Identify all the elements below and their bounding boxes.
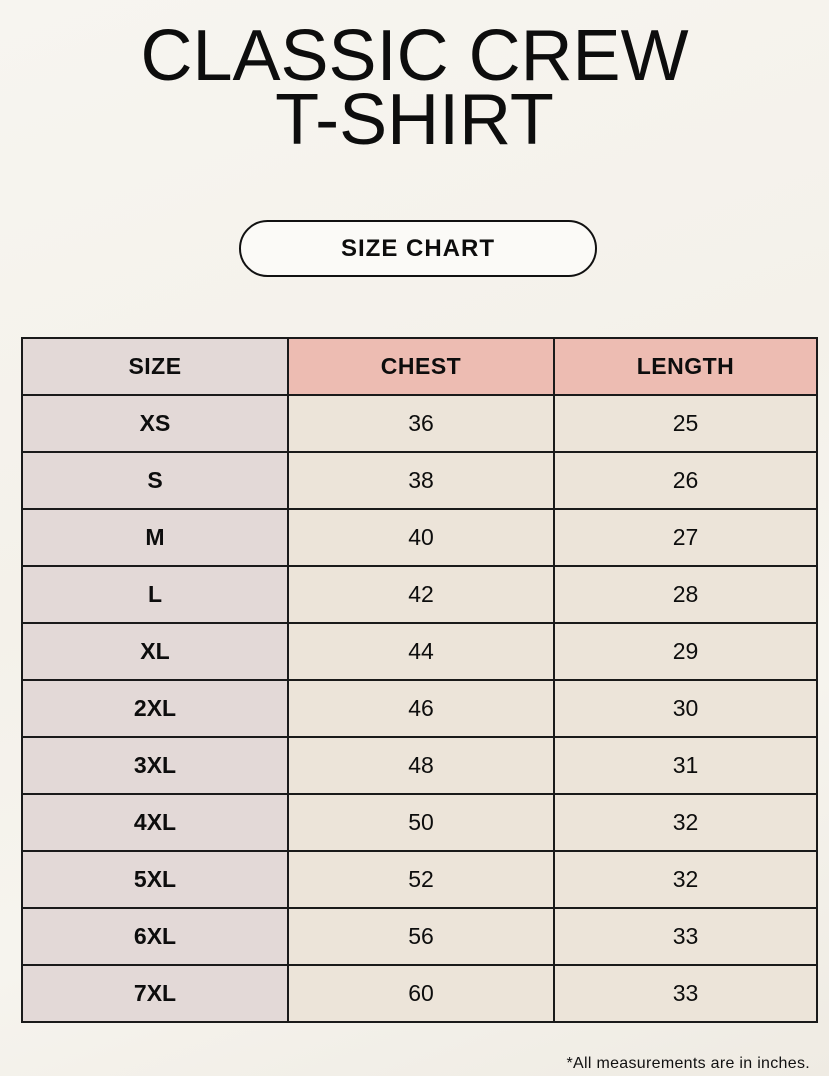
table-header-row xyxy=(22,338,817,395)
size-cell: 4XL xyxy=(22,794,288,851)
size-cell: 3XL xyxy=(22,737,288,794)
chest-cell: 50 xyxy=(288,794,554,851)
chest-cell: 40 xyxy=(288,509,554,566)
chest-cell: 46 xyxy=(288,680,554,737)
title-line-1: CLASSIC CREW xyxy=(140,16,689,96)
table-row xyxy=(22,452,817,509)
table-row xyxy=(22,737,817,794)
chest-cell: 42 xyxy=(288,566,554,623)
header-chest: CHEST xyxy=(288,338,554,395)
size-cell: 7XL xyxy=(22,965,288,1022)
length-cell: 33 xyxy=(554,908,817,965)
chest-cell: 44 xyxy=(288,623,554,680)
size-chart-label: SIZE CHART xyxy=(239,220,597,277)
chest-cell: 38 xyxy=(288,452,554,509)
table-row xyxy=(22,623,817,680)
table-row xyxy=(22,851,817,908)
page-title xyxy=(0,16,829,160)
header-length: LENGTH xyxy=(554,338,817,395)
size-cell: 2XL xyxy=(22,680,288,737)
size-cell: XL xyxy=(22,623,288,680)
length-cell: 28 xyxy=(554,566,817,623)
chest-cell: 48 xyxy=(288,737,554,794)
length-cell: 26 xyxy=(554,452,817,509)
size-cell: 5XL xyxy=(22,851,288,908)
measurement-footnote: *All measurements are in inches. xyxy=(566,1055,810,1072)
length-cell: 29 xyxy=(554,623,817,680)
table-row xyxy=(22,908,817,965)
chest-cell: 56 xyxy=(288,908,554,965)
table-row xyxy=(22,395,817,452)
size-cell: S xyxy=(22,452,288,509)
chest-cell: 36 xyxy=(288,395,554,452)
length-cell: 31 xyxy=(554,737,817,794)
chest-cell: 60 xyxy=(288,965,554,1022)
table-row xyxy=(22,680,817,737)
size-cell: M xyxy=(22,509,288,566)
size-cell: XS xyxy=(22,395,288,452)
length-cell: 30 xyxy=(554,680,817,737)
chest-cell: 52 xyxy=(288,851,554,908)
size-cell: 6XL xyxy=(22,908,288,965)
size-table xyxy=(21,337,818,1023)
table-row xyxy=(22,566,817,623)
size-cell: L xyxy=(22,566,288,623)
length-cell: 33 xyxy=(554,965,817,1022)
table-row xyxy=(22,965,817,1022)
length-cell: 32 xyxy=(554,794,817,851)
title-line-2: T-SHIRT xyxy=(275,80,554,160)
table-row xyxy=(22,509,817,566)
length-cell: 27 xyxy=(554,509,817,566)
header-size: SIZE xyxy=(22,338,288,395)
table-row xyxy=(22,794,817,851)
length-cell: 32 xyxy=(554,851,817,908)
length-cell: 25 xyxy=(554,395,817,452)
